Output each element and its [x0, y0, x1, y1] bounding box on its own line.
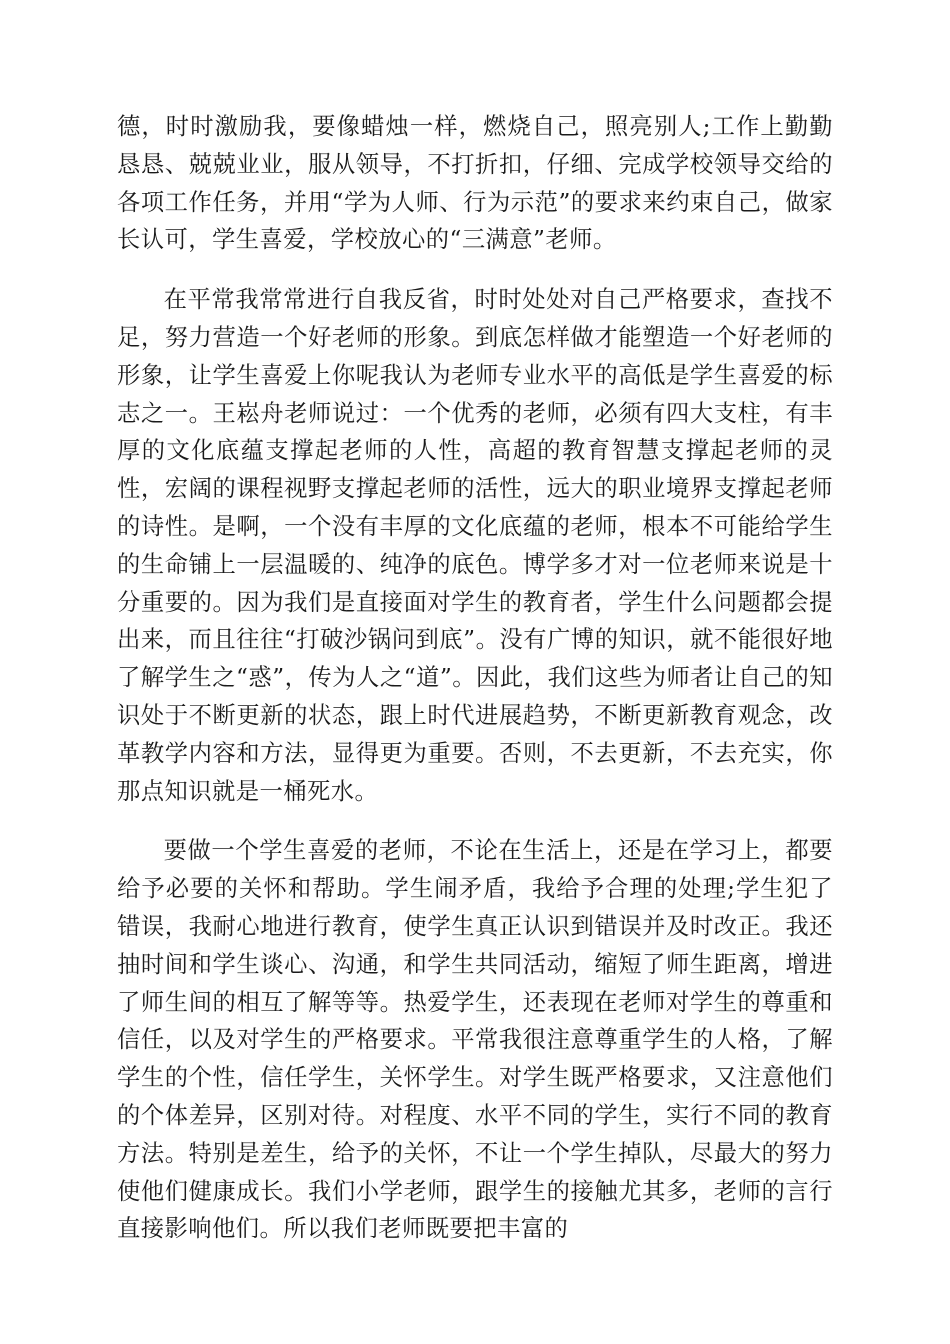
paragraph-1: 德，时时激励我，要像蜡烛一样，燃烧自己，照亮别人;工作上勤勤恳恳、兢兢业业，服从领导，不打折扣，仔细、完成学校领导交给的各项工作任务，并用“学为人师、行为示范”的要求来约束自己，做家长认可，学生喜爱，学校放心的“三满意”老师。 — [117, 113, 833, 254]
document-page — [117, 108, 833, 1248]
paragraph-3: 要做一个学生喜爱的老师，不论在生活上，还是在学习上，都要给予必要的关怀和帮助。学生闹矛盾，我给予合理的处理;学生犯了错误，我耐心地进行教育，使学生真正认识到错误并及时改正。我还抽时间和学生谈心、沟通，和学生共同活动，缩短了师生距离，增进了师生间的相互了解等等。热爱学生，还表现在老师对学生的尊重和信任，以及对学生的严格要求。平常我很注意尊重学生的人格，了解学生的个性，信任学生，关怀学生。对学生既严格要求，又注意他们的个体差异，区别对待。对程度、水平不同的学生，实行不同的教育方法。特别是差生，给予的关怀，不让一个学生掉队，尽最大的努力使他们健康成长。我们小学老师，跟学生的接触尤其多，老师的言行直接影响他们。所以我们老师既要把丰富的 — [117, 837, 833, 1243]
paragraph-2: 在平常我常常进行自我反省，时时处处对自己严格要求，查找不足，努力营造一个好老师的形象。到底怎样做才能塑造一个好老师的形象，让学生喜爱上你呢我认为老师专业水平的高低是学生喜爱的标志之一。王崧舟老师说过：一个优秀的老师，必须有四大支柱，有丰厚的文化底蕴支撑起老师的人性，高超的教育智慧支撑起老师的灵性，宏阔的课程视野支撑起老师的活性，远大的职业境界支撑起老师的诗性。是啊，一个没有丰厚的文化底蕴的老师，根本不可能给学生的生命铺上一层温暖的、纯净的底色。博学多才对一位老师来说是十分重要的。因为我们是直接面对学生的教育者，学生什么问题都会提出来，而且往往“打破沙锅问到底”。没有广博的知识，就不能很好地了解学生之“惑”，传为人之“道”。因此，我们这些为师者让自己的知识处于不断更新的状态，跟上时代进展趋势，不断更新教育观念，改革教学内容和方法，显得更为重要。否则，不去更新，不去充实，你那点知识就是一桶死水。 — [117, 286, 833, 805]
